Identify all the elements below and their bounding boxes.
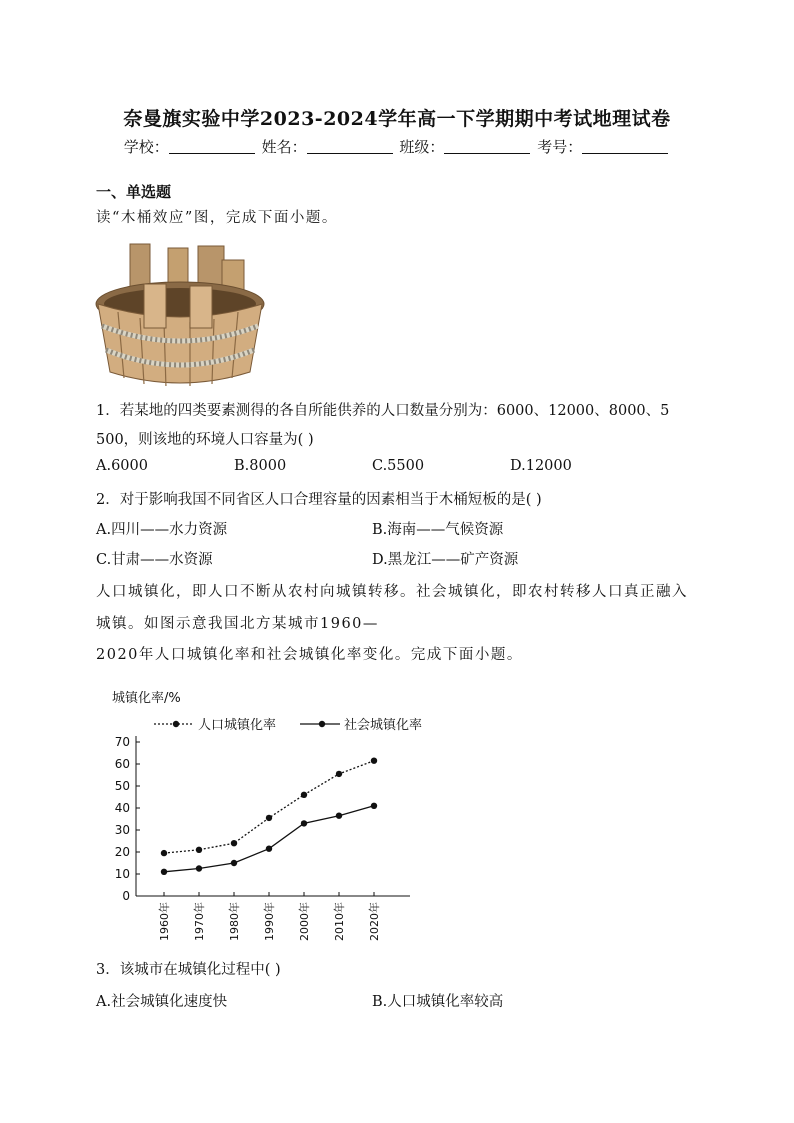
chart-axes bbox=[115, 735, 410, 941]
data-point bbox=[231, 860, 237, 866]
legend-marker-2 bbox=[319, 721, 325, 727]
data-point bbox=[336, 771, 342, 777]
y-tick-label: 70 bbox=[114, 735, 130, 749]
q1-stem-line2: 500，则该地的环境人口容量为( ) bbox=[96, 432, 314, 448]
class-blank[interactable] bbox=[444, 139, 530, 154]
q2-stem: 2．对于影响我国不同省区人口合理容量的因素相当于木桶短板的是( ) bbox=[96, 492, 542, 508]
class-label: 班级： bbox=[399, 138, 445, 156]
page-title: 奈曼旗实验中学2023-2024学年高一下学期期中考试地理试卷 bbox=[123, 108, 671, 130]
legend-label-2: 社会城镇化率 bbox=[344, 718, 423, 733]
x-tick-label: 2020年 bbox=[368, 902, 381, 941]
section-title: 一、单选题 bbox=[96, 183, 172, 201]
data-point bbox=[161, 850, 167, 856]
q1-option-c[interactable]: C.5500 bbox=[372, 458, 425, 474]
q2-option-d[interactable]: D.黑龙江——矿产资源 bbox=[372, 552, 519, 568]
q3-option-a[interactable]: A.社会城镇化速度快 bbox=[96, 994, 228, 1010]
q1-option-b[interactable]: B.8000 bbox=[234, 458, 287, 474]
x-tick-label: 1980年 bbox=[228, 902, 241, 941]
q3-stem: 3．该城市在城镇化过程中( ) bbox=[96, 962, 281, 978]
intro-barrel: 读“木桶效应”图，完成下面小题。 bbox=[96, 210, 338, 226]
legend-label-1: 人口城镇化率 bbox=[198, 718, 277, 733]
chart-series bbox=[161, 758, 377, 876]
exam-number-blank[interactable] bbox=[582, 139, 668, 154]
student-info-row bbox=[0, 136, 794, 157]
q3-option-b[interactable]: B.人口城镇化率较高 bbox=[372, 994, 504, 1010]
school-label: 学校： bbox=[123, 138, 169, 156]
x-tick-label: 2000年 bbox=[298, 902, 311, 941]
data-point bbox=[371, 758, 377, 764]
data-point bbox=[301, 820, 307, 826]
legend-marker-1 bbox=[173, 721, 179, 727]
intro-urbanization-line1: 人口城镇化，即人口不断从农村向城镇转移。社会城镇化，即农村转移人口真正融入 bbox=[96, 584, 688, 600]
y-tick-label: 10 bbox=[114, 867, 130, 881]
q2-option-c[interactable]: C.甘肃——水资源 bbox=[96, 552, 213, 568]
x-tick-label: 2010年 bbox=[333, 902, 346, 941]
data-point bbox=[336, 813, 342, 819]
urbanization-line-chart bbox=[96, 682, 456, 947]
x-tick-label: 1990年 bbox=[263, 902, 276, 941]
name-blank[interactable] bbox=[307, 139, 393, 154]
y-tick-label: 0 bbox=[122, 889, 130, 903]
x-tick-label: 1960年 bbox=[158, 902, 171, 941]
data-point bbox=[266, 846, 272, 852]
q2-option-b[interactable]: B.海南——气候资源 bbox=[372, 522, 504, 538]
q1-option-d[interactable]: D.12000 bbox=[510, 458, 572, 474]
exam-number-label: 考号： bbox=[537, 138, 583, 156]
q2-option-a[interactable]: A.四川——水力资源 bbox=[96, 522, 228, 538]
y-tick-label: 30 bbox=[114, 823, 130, 837]
name-label: 姓名： bbox=[261, 138, 307, 156]
y-tick-label: 60 bbox=[114, 757, 130, 771]
chart-y-axis-label: 城镇化率/% bbox=[112, 691, 181, 706]
series-line-1 bbox=[164, 761, 374, 853]
y-tick-label: 20 bbox=[114, 845, 130, 859]
data-point bbox=[196, 847, 202, 853]
x-tick-label: 1970年 bbox=[193, 902, 206, 941]
school-blank[interactable] bbox=[169, 139, 255, 154]
y-tick-label: 50 bbox=[114, 779, 130, 793]
data-point bbox=[301, 792, 307, 798]
data-point bbox=[161, 869, 167, 875]
intro-urbanization-line3: 2020年人口城镇化率和社会城镇化率变化。完成下面小题。 bbox=[96, 647, 523, 663]
data-point bbox=[371, 803, 377, 809]
q1-option-a[interactable]: A.6000 bbox=[96, 458, 148, 474]
y-tick-label: 40 bbox=[114, 801, 130, 815]
wooden-barrel-image bbox=[94, 234, 266, 386]
q1-stem-line1: 1．若某地的四类要素测得的各自所能供养的人口数量分别为：6000、12000、8000、5 bbox=[96, 403, 670, 419]
data-point bbox=[266, 815, 272, 821]
data-point bbox=[196, 865, 202, 871]
chart-legend bbox=[154, 717, 422, 733]
intro-urbanization-line2: 城镇。如图示意我国北方某城市1960— bbox=[96, 616, 379, 632]
data-point bbox=[231, 840, 237, 846]
